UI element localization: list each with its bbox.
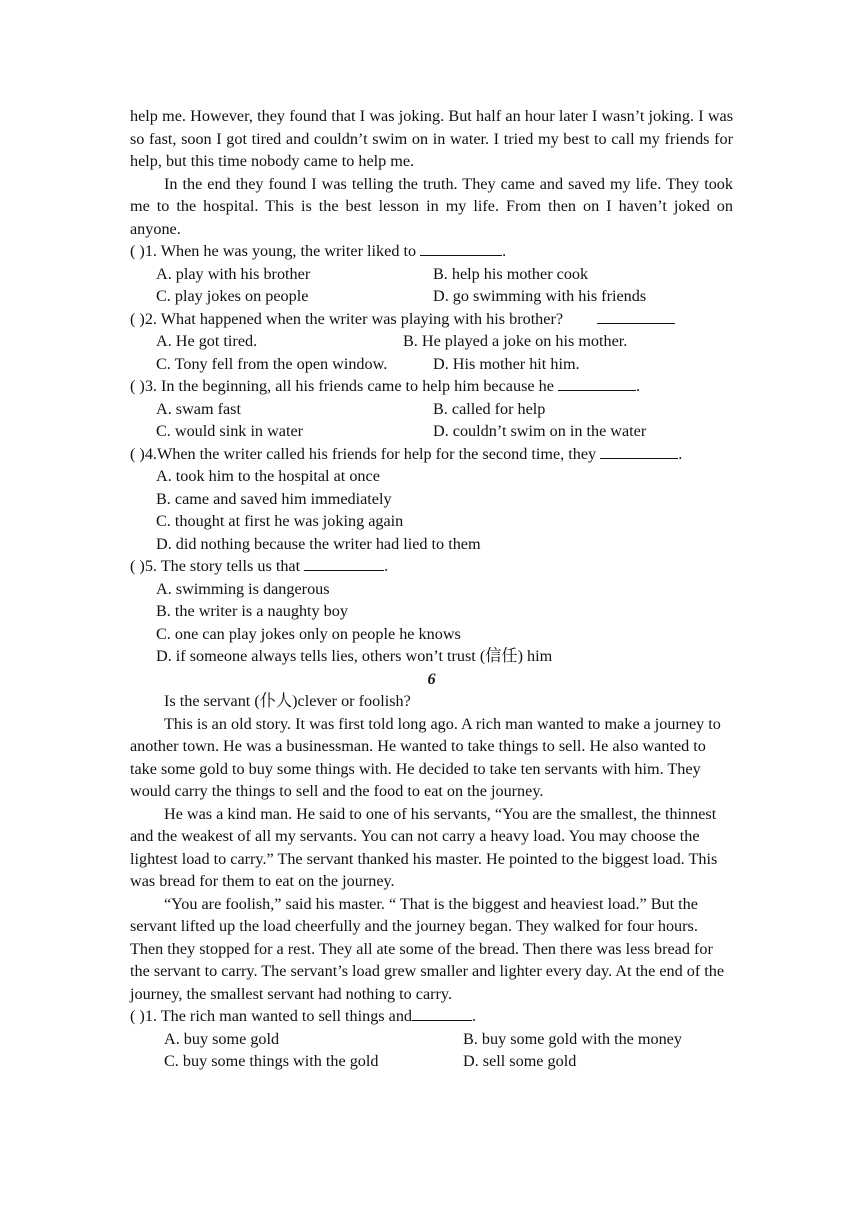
option-c: C. Tony fell from the open window.: [156, 354, 388, 373]
option-a: A. He got tired.: [156, 332, 258, 350]
options-row: [130, 420, 733, 443]
question-text: ( )2. What happened when the writer was playing with his brother?: [130, 309, 564, 328]
option-d: D. His mother hit him.: [433, 354, 580, 373]
question-end: .: [635, 377, 640, 395]
passage-5-paragraph-2: In the end they found I was telling the truth. They came and saved my life. They took me to the hospital. This is the best lesson in my life. From then on I haven’t joked on anyone.: [130, 174, 733, 238]
question-5-2: [130, 308, 733, 331]
question-text: ( )4.When the writer called his friends for help for the second time, they: [130, 444, 601, 463]
option-b: B. He played a joke on his mother.: [403, 332, 628, 350]
passage-6-paragraph-1: This is an old story. It was first told long ago. A rich man wanted to make a journey to another town. He was a businessman. He wanted to take things to sell. He also wanted to take some gold to buy some things with. He decided to take ten servants with him. They would carry the things to sell and the food to eat on the journey.: [130, 714, 721, 800]
section-number: 6: [427, 669, 436, 688]
passage-6-paragraph-2: He was a kind man. He said to one of his servants, “You are the smallest, the thinnest and the weakest of all my servants. You can not carry a heavy load. You may choose the lightest load to carry.” The servant thanked his master. He pointed to the biggest load. This was bread for them to eat on the journey.: [130, 804, 718, 890]
option-a: A. swimming is dangerous: [156, 579, 330, 598]
question-end: .: [678, 444, 683, 463]
options-row: [130, 1028, 733, 1051]
option-c: C. thought at first he was joking again: [156, 512, 404, 530]
options-row: [130, 1050, 733, 1073]
option-d: D. did nothing because the writer had lied to them: [156, 534, 481, 553]
option-c: C. buy some things with the gold: [164, 1052, 379, 1070]
question-5-1: [130, 240, 733, 263]
document-page: [130, 105, 733, 1073]
option-d: D. couldn’t swim on in the water: [433, 422, 647, 440]
option-d: D. sell some gold: [463, 1052, 577, 1070]
options-row: [130, 285, 733, 308]
question-end: .: [472, 1007, 477, 1025]
answer-blank: [412, 1006, 472, 1021]
options-row: [130, 398, 733, 421]
answer-blank: [597, 309, 675, 324]
options-row: [130, 353, 733, 376]
option-a: A. took him to the hospital at once: [156, 467, 380, 485]
answer-blank: [600, 444, 678, 459]
option-b: B. buy some gold with the money: [463, 1029, 682, 1048]
option-c: C. one can play jokes only on people he knows: [156, 624, 461, 643]
option-c: C. would sink in water: [156, 422, 304, 440]
question-text: ( )5. The story tells us that: [130, 557, 305, 575]
answer-blank: [558, 376, 636, 391]
question-5-5: [130, 555, 733, 578]
option-c: C. play jokes on people: [156, 287, 309, 305]
question-text: ( )3. In the beginning, all his friends came to help him because he: [130, 377, 558, 395]
answer-blank: [304, 556, 384, 571]
question-6-1: [130, 1005, 733, 1028]
passage-6-paragraph-3: “You are foolish,” said his master. “ That is the biggest and heaviest load.” But the servant lifted up the load cheerfully and the journey began. They walked for four hours. Then they stopped for a rest. They all ate some of the bread. Then there was less bread for the servant to carry. The servant’s load grew smaller and lighter every day. At the end of the journey, the smallest servant had nothing to carry.: [130, 894, 725, 1003]
option-b: B. help his mother cook: [433, 264, 589, 283]
question-text: ( )1. When he was young, the writer liked to: [130, 242, 421, 260]
option-d: D. if someone always tells lies, others won’t trust (信任) him: [156, 647, 553, 665]
question-end: .: [384, 557, 389, 575]
question-5-4: [130, 443, 733, 466]
option-b: B. called for help: [433, 399, 546, 418]
option-d: D. go swimming with his friends: [433, 287, 647, 305]
options-row: [130, 330, 733, 353]
option-b: B. the writer is a naughty boy: [156, 602, 348, 620]
option-a: A. play with his brother: [156, 264, 311, 283]
passage-6-title: Is the servant (仆人)clever or foolish?: [164, 692, 411, 710]
question-end: .: [502, 242, 507, 260]
option-b: B. came and saved him immediately: [156, 489, 392, 508]
answer-blank: [420, 241, 502, 256]
passage-5-paragraph-1-tail: help me. However, they found that I was joking. But half an hour later I wasn’t joking. I was so fast, soon I got tired and couldn’t swim on in water. I tried my best to call my friends for help, but this time nobody came to help me.: [130, 107, 733, 170]
options-row: [130, 263, 733, 286]
question-5-3: [130, 375, 733, 398]
option-a: A. swam fast: [156, 399, 241, 418]
option-a: A. buy some gold: [164, 1029, 280, 1048]
question-text: ( )1. The rich man wanted to sell things and: [130, 1007, 413, 1025]
